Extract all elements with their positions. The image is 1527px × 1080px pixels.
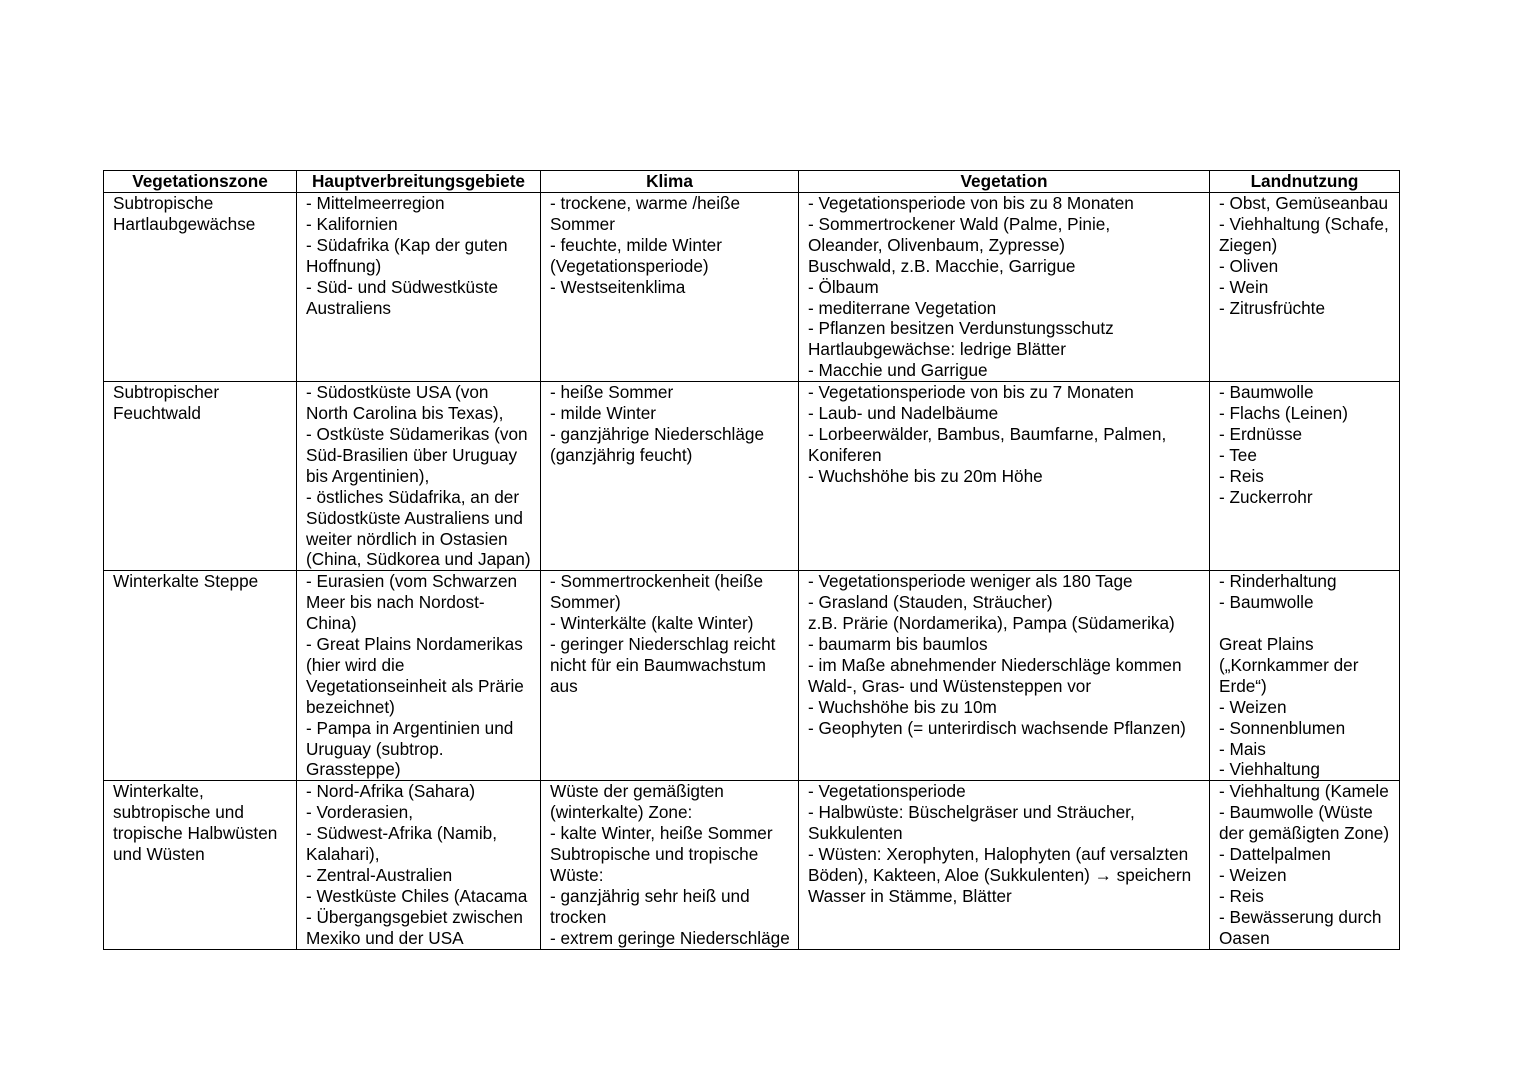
cell-line: tropische Halbwüsten (113, 823, 278, 844)
cell-line: („Kornkammer der (1219, 654, 1359, 675)
cell-line: - Baumwolle (1219, 592, 1314, 613)
cell-line: der gemäßigten Zone) (1219, 823, 1390, 844)
cell-vegetation (799, 193, 1210, 382)
cell-line: - extrem geringe Niederschläge (550, 927, 790, 948)
header-landnutzung: Landnutzung (1210, 171, 1400, 193)
cell-line: Oleander, Olivenbaum, Zypresse) (808, 234, 1065, 255)
cell-line: - Westküste Chiles (Atacama (306, 885, 528, 906)
cell-vegetation (799, 382, 1210, 571)
cell-line: - Zuckerrohr (1219, 486, 1313, 507)
header-vegetation: Vegetation (799, 171, 1210, 193)
cell-hauptverbreitungsgebiete (297, 382, 541, 571)
table-row (104, 571, 1400, 781)
cell-line: - Tee (1219, 444, 1257, 465)
cell-line: - Grasland (Stauden, Sträucher) (808, 592, 1053, 613)
cell-line: - Südafrika (Kap der guten (306, 234, 508, 255)
cell-line: - Übergangsgebiet zwischen (306, 906, 523, 927)
cell-line: Kalahari), (306, 844, 380, 865)
cell-line: - Reis (1219, 465, 1264, 486)
cell-line: - Viehhaltung (Kamele (1219, 781, 1389, 802)
cell-line: - ganzjährig sehr heiß und (550, 885, 750, 906)
cell-line: Subtropische (113, 193, 214, 213)
cell-line: - Rinderhaltung (1219, 571, 1337, 592)
cell-line: - Vegetationsperiode (808, 781, 966, 802)
cell-line: - Obst, Gemüseanbau (1219, 193, 1389, 213)
table-body (104, 193, 1400, 950)
cell-line: Vegetationseinheit als Prärie (306, 675, 524, 696)
cell-line: Süd-Brasilien über Uruguay (306, 444, 518, 465)
cell-line: z.B. Prärie (Nordamerika), Pampa (Südamerika) (808, 613, 1175, 634)
cell-line: - Südostküste USA (von (306, 382, 489, 403)
cell-line: - Bewässerung durch (1219, 906, 1382, 927)
cell-line: Hartlaubgewächse (113, 213, 256, 234)
cell-line: - heiße Sommer (550, 382, 674, 403)
cell-line: Uruguay (subtrop. (306, 738, 444, 759)
cell-landnutzung (1210, 193, 1400, 382)
cell-line: Winterkalte, (113, 781, 204, 802)
cell-line: Wüste der gemäßigten (550, 781, 724, 802)
cell-line: (winterkalte) Zone: (550, 802, 693, 823)
cell-line: - feuchte, milde Winter (550, 234, 722, 255)
cell-klima (541, 382, 799, 571)
cell-line: - Baumwolle (Wüste (1219, 802, 1373, 823)
cell-line: (Vegetationsperiode) (550, 255, 709, 276)
cell-line: Wald-, Gras- und Wüstensteppen vor (808, 675, 1092, 696)
cell-line: Südostküste Australiens und (306, 507, 523, 528)
cell-line: Sommer) (550, 592, 621, 613)
cell-line: - Sommertrockener Wald (Palme, Pinie, (808, 213, 1111, 234)
cell-line: Erde“) (1219, 675, 1267, 696)
table-row (104, 382, 1400, 571)
cell-line: Hartlaubgewächse: ledrige Blätter (808, 339, 1066, 360)
cell-vegetationszone (104, 382, 297, 571)
cell-line: - Halbwüste: Büschelgräser und Sträucher, (808, 802, 1135, 823)
cell-hauptverbreitungsgebiete (297, 193, 541, 382)
cell-line: - ganzjährige Niederschläge (550, 423, 765, 444)
cell-line: - im Maße abnehmender Niederschläge kommen (808, 654, 1182, 675)
cell-line: - Vegetationsperiode von bis zu 8 Monaten (808, 193, 1134, 213)
cell-klima (541, 781, 799, 949)
cell-vegetation (799, 781, 1210, 949)
cell-klima (541, 193, 799, 382)
cell-line: - mediterrane Vegetation (808, 297, 997, 318)
cell-line: - Lorbeerwälder, Bambus, Baumfarne, Palmen, (808, 423, 1167, 444)
cell-klima (541, 571, 799, 781)
cell-landnutzung (1210, 571, 1400, 781)
cell-line: - Eurasien (vom Schwarzen (306, 571, 518, 592)
cell-line: aus (550, 675, 578, 696)
cell-line: Koniferen (808, 444, 882, 465)
cell-landnutzung (1210, 781, 1400, 949)
cell-line: - Vorderasien, (306, 802, 414, 823)
cell-line: - Viehhaltung (Schafe, (1219, 213, 1389, 234)
cell-line: - Laub- und Nadelbäume (808, 403, 999, 424)
cell-line: Feuchtwald (113, 403, 201, 424)
cell-line: - Zentral-Australien (306, 865, 453, 885)
cell-line: Grassteppe) (306, 759, 401, 780)
cell-line: - kalte Winter, heiße Sommer (550, 823, 773, 844)
cell-vegetationszone (104, 781, 297, 949)
cell-line (1219, 613, 1399, 634)
cell-line: - Reis (1219, 885, 1264, 906)
cell-line: - Südwest-Afrika (Namib, (306, 823, 498, 844)
cell-line: - östliches Südafrika, an der (306, 486, 520, 507)
cell-line: (ganzjährig feucht) (550, 444, 693, 465)
cell-line: - baumarm bis baumlos (808, 634, 988, 655)
cell-line: (hier wird die (306, 654, 405, 675)
cell-line: - milde Winter (550, 403, 657, 424)
cell-line: Meer bis nach Nordost- (306, 592, 485, 613)
cell-line: - Baumwolle (1219, 382, 1314, 403)
cell-line: subtropische und (113, 802, 244, 823)
cell-line: Subtropische und tropische (550, 844, 759, 865)
cell-line: Buschwald, z.B. Macchie, Garrigue (808, 255, 1076, 276)
cell-line: - Wüsten: Xerophyten, Halophyten (auf versalzten (808, 844, 1189, 865)
vegetation-zones-table (103, 170, 1400, 950)
cell-line: - Great Plains Nordamerikas (306, 634, 523, 655)
cell-line: - Mais (1219, 738, 1266, 759)
header-klima: Klima (541, 171, 799, 193)
cell-vegetation (799, 571, 1210, 781)
table-row (104, 781, 1400, 949)
table-header-row (104, 171, 1400, 193)
cell-line: Winterkalte Steppe (113, 571, 259, 592)
cell-hauptverbreitungsgebiete (297, 571, 541, 781)
cell-line: bis Argentinien), (306, 465, 430, 486)
cell-line: - Pflanzen besitzen Verdunstungsschutz (808, 318, 1114, 339)
cell-line: - Vegetationsperiode von bis zu 7 Monaten (808, 382, 1134, 403)
cell-line: - Pampa in Argentinien und (306, 717, 514, 738)
cell-line: Sommer (550, 213, 615, 234)
cell-line: - Wein (1219, 276, 1269, 297)
header-vegetationszone: Vegetationszone (104, 171, 297, 193)
cell-line: - Sonnenblumen (1219, 717, 1346, 738)
cell-line: - Westseitenklima (550, 276, 686, 297)
cell-line: Australiens (306, 297, 392, 318)
cell-vegetationszone (104, 193, 297, 382)
cell-line: - Weizen (1219, 865, 1287, 885)
cell-line: - Zitrusfrüchte (1219, 297, 1326, 318)
cell-line: Ziegen) (1219, 234, 1278, 255)
cell-line: - Geophyten (= unterirdisch wachsende Pflanzen) (808, 717, 1186, 738)
cell-vegetationszone (104, 571, 297, 781)
cell-line: Subtropischer (113, 382, 220, 403)
cell-line: - Nord-Afrika (Sahara) (306, 781, 476, 802)
cell-line: Wüste: (550, 865, 604, 885)
cell-line: Sukkulenten (808, 823, 903, 844)
cell-line: China) (306, 613, 357, 634)
cell-line: - Viehhaltung (1219, 759, 1320, 780)
cell-line: - Sommertrockenheit (heiße (550, 571, 764, 592)
cell-line: North Carolina bis Texas), (306, 403, 504, 424)
cell-line: - Flachs (Leinen) (1219, 403, 1348, 424)
cell-line: Great Plains (1219, 634, 1314, 655)
cell-line: - Ostküste Südamerikas (von (306, 423, 528, 444)
cell-line: - Oliven (1219, 255, 1279, 276)
document-page (103, 170, 1400, 950)
cell-line: weiter nördlich in Ostasien (306, 528, 508, 549)
cell-line: Oasen (1219, 927, 1270, 948)
cell-line: Wasser in Stämme, Blätter (808, 885, 1012, 906)
cell-line: Böden), Kakteen, Aloe (Sukkulenten) → speichern (808, 865, 1192, 885)
cell-line: - Weizen (1219, 696, 1287, 717)
cell-line: Mexiko und der USA (306, 927, 464, 948)
cell-line: - Süd- und Südwestküste (306, 276, 499, 297)
table-row (104, 193, 1400, 382)
cell-line: - Erdnüsse (1219, 423, 1303, 444)
cell-line: - Mittelmeerregion (306, 193, 445, 213)
cell-line: (China, Südkorea und Japan) (306, 549, 531, 570)
cell-line: - Ölbaum (808, 276, 879, 297)
cell-landnutzung (1210, 382, 1400, 571)
cell-line: - Winterkälte (kalte Winter) (550, 613, 754, 634)
cell-line: - Vegetationsperiode weniger als 180 Tage (808, 571, 1133, 592)
cell-line: - Dattelpalmen (1219, 844, 1331, 865)
cell-line: - Macchie und Garrigue (808, 360, 988, 381)
cell-line: nicht für ein Baumwachstum (550, 654, 766, 675)
cell-line: - geringer Niederschlag reicht (550, 634, 776, 655)
cell-line: Hoffnung) (306, 255, 382, 276)
header-hauptverbreitungsgebiete: Hauptverbreitungsgebiete (297, 171, 541, 193)
cell-hauptverbreitungsgebiete (297, 781, 541, 949)
cell-line: bezeichnet) (306, 696, 395, 717)
cell-line: - trockene, warme /heiße (550, 193, 741, 213)
cell-line: und Wüsten (113, 844, 205, 865)
cell-line: - Kalifornien (306, 213, 398, 234)
cell-line: trocken (550, 906, 607, 927)
cell-line: - Wuchshöhe bis zu 10m (808, 696, 997, 717)
cell-line: - Wuchshöhe bis zu 20m Höhe (808, 465, 1043, 486)
